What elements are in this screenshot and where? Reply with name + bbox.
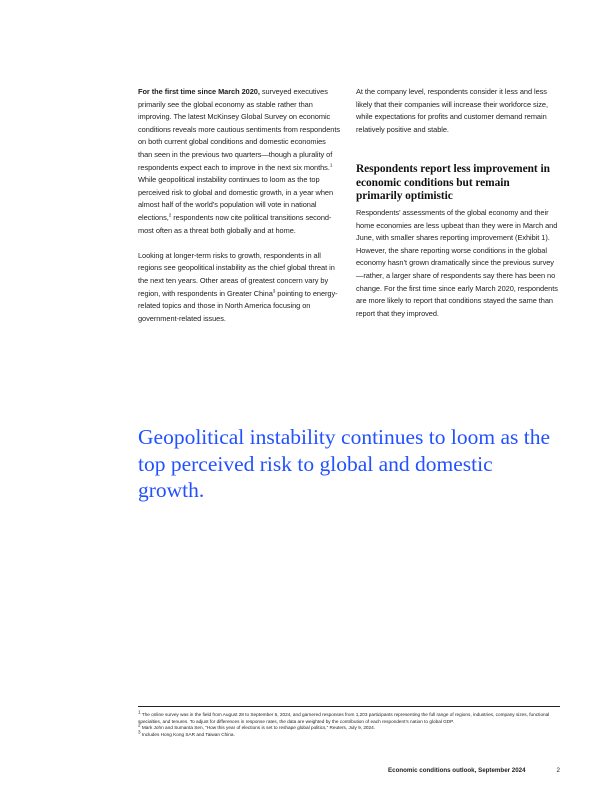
intro-lead: For the first time since March 2020, bbox=[138, 87, 260, 96]
page-number: 2 bbox=[556, 767, 560, 774]
left-column bbox=[138, 86, 340, 338]
footnote-ref-2[interactable]: 2 bbox=[168, 212, 172, 218]
footer-title: Economic conditions outlook, September 2024 bbox=[388, 767, 526, 774]
footnote-ref-1[interactable]: 1 bbox=[329, 162, 333, 168]
footnote-1 bbox=[138, 709, 560, 725]
right-column bbox=[356, 86, 558, 333]
risks-paragraph bbox=[138, 250, 340, 326]
risks-text-b: pointing to energy-related topics and those in North America focusing on government-related issues. bbox=[138, 288, 338, 323]
intro-text-b: While geopolitical instability continues to loom as the top perceived risk to global and domestic growth, in a year when almost half of the world’s population will vote in national elections, bbox=[138, 175, 334, 222]
footnote-text-2: Mark John and Sumanta Sen, “How this year of elections is set to reshape global politics,” Reuters, July 9, 2024. bbox=[140, 725, 376, 731]
pullquote: Geopolitical instability continues to loom as the top perceived risk to global and domestic growth. bbox=[138, 425, 551, 502]
page-footer bbox=[388, 767, 560, 775]
intro-paragraph bbox=[138, 86, 340, 237]
footnotes bbox=[138, 706, 560, 738]
footnote-text-3: Includes Hong Kong SAR and Taiwan China. bbox=[140, 731, 235, 737]
footnote-mark-1: 1 bbox=[138, 709, 141, 715]
footnote-mark-3: 3 bbox=[138, 729, 141, 735]
section-heading: Respondents report less improvement in economic conditions but remain primarily optimistic bbox=[356, 163, 550, 202]
risks-text-a: Looking at longer-term risks to growth, respondents in all regions see geopolitical instability as the chief global threat in the next ten years. Other areas of greatest concern vary by region, with respondents in Greater China bbox=[138, 250, 335, 298]
assessments-paragraph: Respondents’ assessments of the global economy and their home economies are less upbeat than they were in March and June, with smaller shares reporting improvement (Exhibit 1). However, the share reporting worse conditions in the global economy hasn’t grown dramatically since the previous survey—rather, a larger share of respondents say there has been no change. For the first time since early March 2020, respondents are more likely to report that conditions stayed the same than report that they improved. bbox=[356, 207, 558, 318]
footnote-3 bbox=[138, 729, 560, 739]
company-level-paragraph: At the company level, respondents consider it less and less likely that their companies will increase their workforce size, while expectations for profits and customer demand remain relatively positive and stable. bbox=[356, 87, 548, 134]
footnote-text-1: The online survey was in the field from August 28 to September 6, 2024, and garnered responses from 1,203 participants representing the full range of regions, industries, company sizes, functional specialties, and tenures. To adjust for differences in response rates, the data are weighted by the contribution of each respondent’s nation to global GDP. bbox=[138, 712, 550, 724]
footnote-ref-3[interactable]: 3 bbox=[272, 288, 276, 294]
intro-text-c: respondents now cite political transitions second-most often as a threat both globally and at home. bbox=[138, 212, 332, 235]
intro-text-a: surveyed executives primarily see the global economy as stable rather than improving. The latest McKinsey Global Survey on economic conditions reveals more cautious sentiments from respondents on both current global conditions and domestic economies than seen in the previous two quarters—though a plurality of respondents expect each to improve in the next six months. bbox=[138, 87, 340, 172]
footnote-mark-2: 2 bbox=[138, 722, 141, 728]
